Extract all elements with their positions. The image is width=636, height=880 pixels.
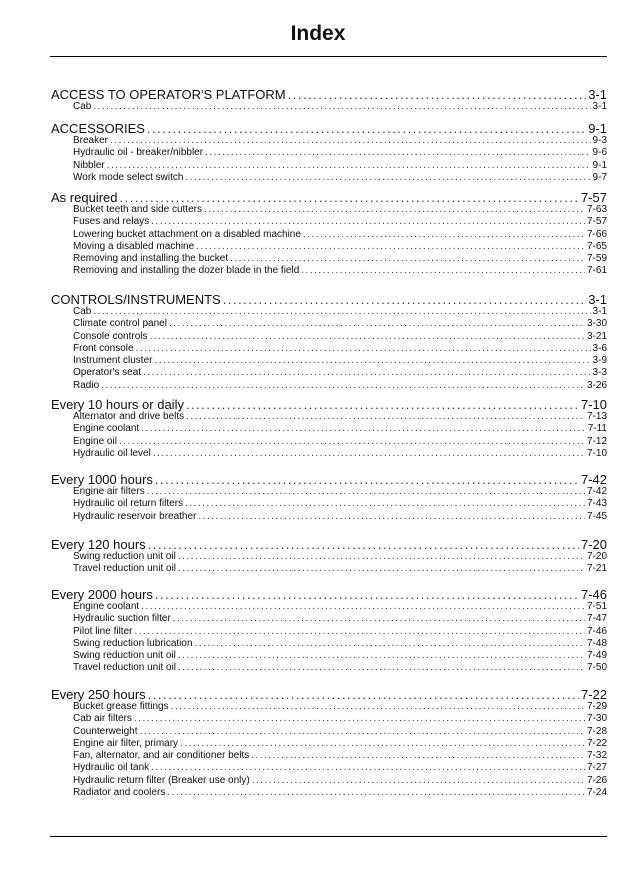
dot-leader xyxy=(178,650,585,662)
index-entry-page: 7-29 xyxy=(586,701,607,712)
index-entry[interactable] xyxy=(51,160,607,172)
index-entry-label: Hydraulic oil tank xyxy=(73,762,150,774)
dot-leader xyxy=(186,411,585,423)
dot-leader xyxy=(134,626,585,638)
index-entry-page: 7-46 xyxy=(586,625,607,637)
dot-leader xyxy=(171,701,585,713)
index-heading[interactable] xyxy=(51,473,607,487)
index-entry-label: Hydraulic oil return filters xyxy=(73,498,184,510)
index-entry-label: Swing reduction lubrication xyxy=(73,637,193,649)
index-entry[interactable] xyxy=(51,241,607,253)
index-entry-page: 7-51 xyxy=(586,601,607,612)
index-entry-label: Swing reduction unit oil xyxy=(73,551,176,562)
dot-leader xyxy=(205,147,590,159)
index-entry-label: Operator's seat xyxy=(73,367,142,379)
dot-leader xyxy=(147,486,585,498)
index-entry-label: Engine air filter, primary xyxy=(73,737,179,749)
dot-leader xyxy=(180,738,585,750)
index-entry-page: 7-21 xyxy=(586,563,607,575)
index-entry-page: 3-1 xyxy=(592,101,607,112)
index-entry-label: Instrument cluster xyxy=(73,355,153,367)
index-section xyxy=(51,473,607,523)
index-entry-page: 3-21 xyxy=(586,330,607,342)
index-entry-page: 7-11 xyxy=(587,423,607,435)
index-entry-page: 7-43 xyxy=(586,498,607,510)
dot-leader xyxy=(143,367,590,379)
index-entry-page: 7-28 xyxy=(586,725,607,737)
index-entry[interactable] xyxy=(51,563,607,575)
index-entry-label: Hydraulic suction filter xyxy=(73,613,171,625)
index-entry[interactable] xyxy=(51,613,607,625)
index-entry-page: 9-7 xyxy=(592,171,607,183)
dot-leader xyxy=(155,588,579,602)
index-entry-page: 7-59 xyxy=(586,253,607,265)
index-entry-page: 7-27 xyxy=(586,762,607,774)
dot-leader xyxy=(119,191,578,205)
index-entry[interactable] xyxy=(51,229,607,241)
index-entry[interactable] xyxy=(51,436,607,448)
index-entry-label: Bucket grease fittings xyxy=(73,701,169,712)
index-heading-label: As required xyxy=(51,191,118,205)
index-heading[interactable] xyxy=(51,588,607,602)
index-heading[interactable] xyxy=(51,293,607,307)
index-entry-page: 7-26 xyxy=(586,774,607,786)
dot-leader xyxy=(173,613,585,625)
index-entry-label: Travel reduction unit oil xyxy=(73,563,177,575)
index-section xyxy=(51,688,607,799)
dot-leader xyxy=(149,331,585,343)
index-entry-label: Console controls xyxy=(73,330,148,342)
index-entry-label: Engine coolant xyxy=(73,601,140,612)
index-entry-page: 7-57 xyxy=(586,216,607,228)
index-entry[interactable] xyxy=(51,147,607,159)
index-heading[interactable] xyxy=(51,398,607,412)
index-section xyxy=(51,293,607,392)
index-entry[interactable] xyxy=(51,486,607,498)
index-entry-page: 7-13 xyxy=(586,411,607,422)
index-entry-page: 7-24 xyxy=(586,787,607,799)
dot-leader xyxy=(252,775,585,787)
index-entry[interactable] xyxy=(51,135,607,147)
dot-leader xyxy=(204,204,585,216)
dot-leader xyxy=(251,750,585,762)
index-entry-page: 3-1 xyxy=(592,306,607,317)
index-section xyxy=(51,88,607,113)
dot-leader xyxy=(178,563,585,575)
index-entry[interactable] xyxy=(51,204,607,216)
index-heading-label: Every 1000 hours xyxy=(51,473,153,487)
index-entry-label: Counterweight xyxy=(73,725,138,737)
index-entry-page: 3-9 xyxy=(592,355,607,367)
index-entry[interactable] xyxy=(51,713,607,725)
index-section xyxy=(51,398,607,460)
index-entry-page: 7-50 xyxy=(586,662,607,674)
dot-leader xyxy=(148,538,579,552)
dot-leader xyxy=(107,160,591,172)
index-entry-label: Radio xyxy=(73,379,100,391)
index-entry[interactable] xyxy=(51,511,607,523)
index-entry-label: Cab xyxy=(73,101,92,112)
index-entry-label: Hydraulic reservoir breather xyxy=(73,510,197,522)
index-entry-label: Breaker xyxy=(73,135,109,146)
index-entry-page: 7-20 xyxy=(586,551,607,562)
dot-leader xyxy=(139,726,585,738)
index-entry[interactable] xyxy=(51,253,607,265)
page-title: Index xyxy=(290,22,346,45)
dot-leader xyxy=(169,318,585,330)
index-entry-label: Radiator and coolers xyxy=(73,787,166,799)
dot-leader xyxy=(195,638,585,650)
index-entry[interactable] xyxy=(51,216,607,228)
header-rule xyxy=(50,56,607,57)
index-entry-page: 7-32 xyxy=(586,750,607,762)
index-entry[interactable] xyxy=(51,318,607,330)
index-entry[interactable] xyxy=(51,367,607,379)
dot-leader xyxy=(151,216,585,228)
index-section xyxy=(51,122,607,184)
index-entry-label: Hydraulic oil - breaker/nibbler xyxy=(73,147,204,159)
dot-leader xyxy=(167,787,585,799)
index-entry-page: 3-26 xyxy=(586,379,607,391)
index-entry[interactable] xyxy=(51,448,607,460)
dot-leader xyxy=(186,398,579,412)
index-entry-label: Work mode select switch xyxy=(73,171,184,183)
dot-leader xyxy=(301,265,585,277)
index-entry[interactable] xyxy=(51,172,607,184)
dot-leader xyxy=(154,355,590,367)
index-entry-label: Pilot line filter xyxy=(73,625,133,637)
index-heading-page: 7-10 xyxy=(580,398,607,412)
footer-rule xyxy=(50,836,607,837)
index-heading-page: 7-20 xyxy=(580,538,607,552)
index-entry-label: Front console xyxy=(73,342,134,354)
index-entry[interactable] xyxy=(51,787,607,799)
index-entry-page: 3-30 xyxy=(586,318,607,330)
dot-leader xyxy=(93,101,590,113)
index-entry-page: 7-22 xyxy=(586,737,607,749)
index-heading-page: 7-42 xyxy=(580,473,607,487)
index-entry-page: 7-12 xyxy=(586,435,607,447)
index-entry-label: Cab air filters xyxy=(73,713,132,725)
index-heading[interactable] xyxy=(51,538,607,552)
index-entry[interactable] xyxy=(51,306,607,318)
index-entry-page: 7-30 xyxy=(586,713,607,725)
index-entry-label: Swing reduction unit oil xyxy=(73,650,176,662)
index-entry-page: 9-1 xyxy=(592,159,607,171)
dot-leader xyxy=(288,88,587,102)
index-heading-page: 7-46 xyxy=(580,588,607,602)
index-entry[interactable] xyxy=(51,775,607,787)
index-entry-label: Removing and installing the bucket xyxy=(73,253,229,265)
index-heading-page: 3-1 xyxy=(588,88,607,102)
dot-leader xyxy=(151,762,585,774)
dot-leader xyxy=(101,380,585,392)
dot-leader xyxy=(147,122,586,136)
index-heading-label: CONTROLS/INSTRUMENTS xyxy=(51,293,221,307)
index-heading-page: 9-1 xyxy=(588,122,607,136)
index-heading-page: 7-57 xyxy=(580,191,607,205)
index-entry-label: Fan, alternator, and air conditioner belts xyxy=(73,750,250,762)
index-section xyxy=(51,538,607,576)
index-entry-label: Hydraulic return filter (Breaker use only) xyxy=(73,774,250,786)
index-entry[interactable] xyxy=(51,662,607,674)
index-entry[interactable] xyxy=(51,701,607,713)
dot-leader xyxy=(141,601,585,613)
dot-leader xyxy=(155,473,579,487)
index-heading[interactable] xyxy=(51,688,607,702)
index-entry-label: Engine air filters xyxy=(73,486,145,497)
index-entry-label: Climate control panel xyxy=(73,318,167,330)
dot-leader xyxy=(230,253,585,265)
index-entry-page: 7-42 xyxy=(586,486,607,497)
index-entry[interactable] xyxy=(51,650,607,662)
index-entry[interactable] xyxy=(51,750,607,762)
dot-leader xyxy=(185,498,585,510)
dot-leader xyxy=(136,343,591,355)
index-entry-label: Hydraulic oil level xyxy=(73,447,151,459)
index-entry-label: Bucket teeth and side cutters xyxy=(73,204,202,215)
index-entry[interactable] xyxy=(51,331,607,343)
dot-leader xyxy=(178,551,585,563)
index-entry-label: Lowering bucket attachment on a disabled machine xyxy=(73,228,301,240)
index-entry-page: 7-49 xyxy=(586,650,607,662)
index-entry-page: 7-47 xyxy=(586,613,607,625)
index-entry-label: Alternator and drive belts xyxy=(73,411,185,422)
index-entry-page: 7-48 xyxy=(586,637,607,649)
index-entry-page: 7-10 xyxy=(586,447,607,459)
index-entry-label: Moving a disabled machine xyxy=(73,240,195,252)
index-entry-label: Cab xyxy=(73,306,92,317)
index-heading[interactable] xyxy=(51,122,607,136)
dot-leader xyxy=(148,688,579,702)
dot-leader xyxy=(119,436,585,448)
dot-leader xyxy=(153,448,585,460)
index-entry-page: 7-63 xyxy=(586,204,607,215)
index-entry[interactable] xyxy=(51,601,607,613)
dot-leader xyxy=(196,241,585,253)
index-entry-page: 3-6 xyxy=(592,342,607,354)
index-entry[interactable] xyxy=(51,726,607,738)
index-heading[interactable] xyxy=(51,88,607,102)
index-section xyxy=(51,588,607,675)
index-entry-label: Engine coolant xyxy=(73,423,140,435)
index-entry-page: 7-61 xyxy=(586,265,607,277)
index-entry[interactable] xyxy=(51,265,607,277)
index-entry[interactable] xyxy=(51,738,607,750)
index-entry-label: Fuses and relays xyxy=(73,216,150,228)
index-heading-label: Every 2000 hours xyxy=(51,588,153,602)
index-entry[interactable] xyxy=(51,551,607,563)
index-entry-label: Nibbler xyxy=(73,159,105,171)
index-entry[interactable] xyxy=(51,355,607,367)
index-heading-page: 7-22 xyxy=(580,688,607,702)
index-entry-page: 7-65 xyxy=(586,240,607,252)
index-heading-label: Every 10 hours or daily xyxy=(51,398,184,412)
index-heading-label: Every 250 hours xyxy=(51,688,146,702)
index-entry-page: 9-3 xyxy=(592,135,607,146)
dot-leader xyxy=(303,229,585,241)
index-section xyxy=(51,191,607,278)
index-entry-page: 3-3 xyxy=(592,367,607,379)
index-entry[interactable] xyxy=(51,498,607,510)
index-entry[interactable] xyxy=(51,626,607,638)
index-entry[interactable] xyxy=(51,343,607,355)
index-entry-page: 7-45 xyxy=(586,510,607,522)
dot-leader xyxy=(223,293,586,307)
index-entry[interactable] xyxy=(51,101,607,113)
index-entry[interactable] xyxy=(51,380,607,392)
index-entry-label: Engine oil xyxy=(73,435,117,447)
index-entry-label: Travel reduction unit oil xyxy=(73,662,177,674)
index-entry[interactable] xyxy=(51,638,607,650)
dot-leader xyxy=(110,135,591,147)
dot-leader xyxy=(198,511,585,523)
dot-leader xyxy=(134,713,585,725)
index-entry-page: 9-6 xyxy=(592,147,607,159)
index-entry-label: Removing and installing the dozer blade in the field xyxy=(73,265,300,277)
dot-leader xyxy=(178,662,585,674)
dot-leader xyxy=(185,172,590,184)
index-heading-page: 3-1 xyxy=(588,293,607,307)
index-entry[interactable] xyxy=(51,762,607,774)
index-entry[interactable] xyxy=(51,423,607,435)
index-entry-page: 7-66 xyxy=(586,228,607,240)
index-heading[interactable] xyxy=(51,191,607,205)
index-entry[interactable] xyxy=(51,411,607,423)
index-heading-label: ACCESSORIES xyxy=(51,122,145,136)
dot-leader xyxy=(141,423,586,435)
index-heading-label: Every 120 hours xyxy=(51,538,146,552)
dot-leader xyxy=(93,306,590,318)
index-heading-label: ACCESS TO OPERATOR'S PLATFORM xyxy=(51,88,286,102)
